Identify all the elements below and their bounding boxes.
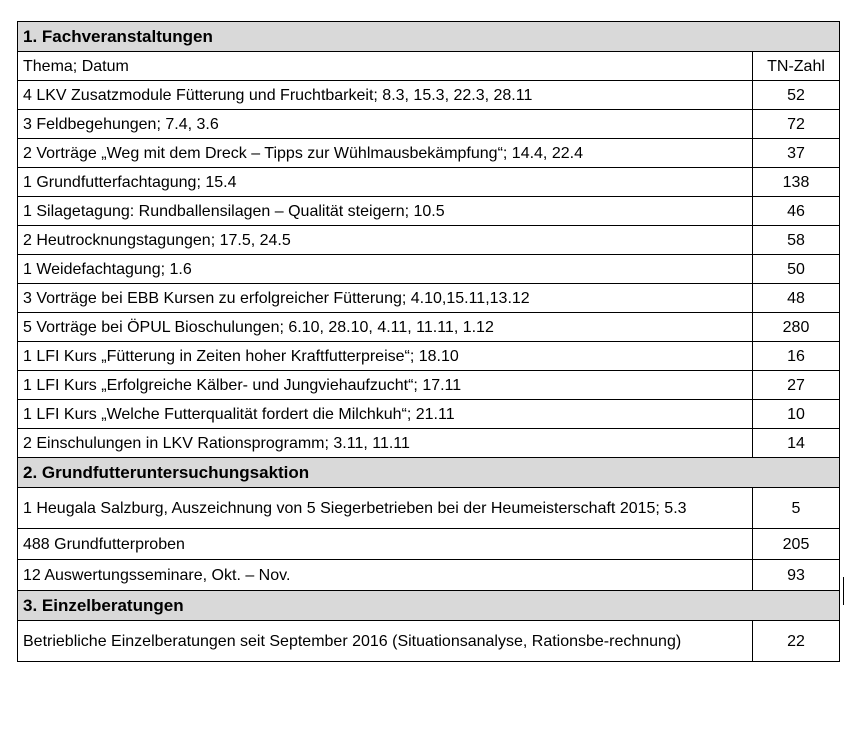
row-count: 5	[753, 488, 840, 529]
row-count: 58	[753, 226, 840, 255]
row-topic: 3 Vorträge bei EBB Kursen zu erfolgreicher Fütterung; 4.10,15.11,13.12	[18, 284, 753, 313]
table-row	[18, 168, 840, 197]
table-row	[18, 488, 840, 529]
row-count: 46	[753, 197, 840, 226]
row-count: 27	[753, 371, 840, 400]
section-title: 2. Grundfutteruntersuchungsaktion	[18, 458, 840, 488]
section-header	[18, 22, 840, 52]
table-row	[18, 560, 840, 591]
row-topic: 2 Einschulungen in LKV Rationsprogramm; 3.11, 11.11	[18, 429, 753, 458]
row-topic: 12 Auswertungsseminare, Okt. – Nov.	[18, 560, 753, 591]
row-count: 52	[753, 81, 840, 110]
row-count: 50	[753, 255, 840, 284]
row-count: 93	[753, 560, 840, 591]
table-row	[18, 110, 840, 139]
table-edge-mark	[843, 577, 844, 605]
column-header-topic: Thema; Datum	[18, 52, 753, 81]
row-topic: 1 Heugala Salzburg, Auszeichnung von 5 Siegerbetrieben bei der Heumeisterschaft 2015; 5.3	[18, 488, 753, 529]
row-count: 138	[753, 168, 840, 197]
row-topic: 1 Grundfutterfachtagung; 15.4	[18, 168, 753, 197]
table-row	[18, 255, 840, 284]
row-count: 48	[753, 284, 840, 313]
row-topic: Betriebliche Einzelberatungen seit September 2016 (Situationsanalyse, Rationsbe-rechnung)	[18, 621, 753, 662]
table-row	[18, 400, 840, 429]
row-topic: 5 Vorträge bei ÖPUL Bioschulungen; 6.10, 28.10, 4.11, 11.11, 1.12	[18, 313, 753, 342]
section-title: 1. Fachveranstaltungen	[18, 22, 840, 52]
table-row	[18, 226, 840, 255]
table-row	[18, 529, 840, 560]
row-count: 205	[753, 529, 840, 560]
row-count: 280	[753, 313, 840, 342]
table-row	[18, 621, 840, 662]
row-count: 37	[753, 139, 840, 168]
row-topic: 2 Heutrocknungstagungen; 17.5, 24.5	[18, 226, 753, 255]
row-topic: 4 LKV Zusatzmodule Fütterung und Fruchtbarkeit; 8.3, 15.3, 22.3, 28.11	[18, 81, 753, 110]
row-topic: 1 LFI Kurs „Fütterung in Zeiten hoher Kraftfutterpreise“; 18.10	[18, 342, 753, 371]
column-header-count: TN-Zahl	[753, 52, 840, 81]
report-table	[17, 21, 840, 662]
row-topic: 1 Weidefachtagung; 1.6	[18, 255, 753, 284]
table-row	[18, 429, 840, 458]
section-header	[18, 591, 840, 621]
row-topic: 3 Feldbegehungen; 7.4, 3.6	[18, 110, 753, 139]
row-topic: 488 Grundfutterproben	[18, 529, 753, 560]
row-topic: 1 LFI Kurs „Erfolgreiche Kälber- und Jungviehaufzucht“; 17.11	[18, 371, 753, 400]
table-row	[18, 313, 840, 342]
row-count: 10	[753, 400, 840, 429]
table-row	[18, 342, 840, 371]
section-title: 3. Einzelberatungen	[18, 591, 840, 621]
row-topic: 2 Vorträge „Weg mit dem Dreck – Tipps zur Wühlmausbekämpfung“; 14.4, 22.4	[18, 139, 753, 168]
row-count: 16	[753, 342, 840, 371]
row-count: 14	[753, 429, 840, 458]
row-topic: 1 Silagetagung: Rundballensilagen – Qualität steigern; 10.5	[18, 197, 753, 226]
table-row	[18, 284, 840, 313]
section-header	[18, 458, 840, 488]
row-count: 22	[753, 621, 840, 662]
table-row	[18, 81, 840, 110]
column-header-row	[18, 52, 840, 81]
row-count: 72	[753, 110, 840, 139]
table-row	[18, 371, 840, 400]
row-topic: 1 LFI Kurs „Welche Futterqualität fordert die Milchkuh“; 21.11	[18, 400, 753, 429]
table-row	[18, 139, 840, 168]
table-row	[18, 197, 840, 226]
